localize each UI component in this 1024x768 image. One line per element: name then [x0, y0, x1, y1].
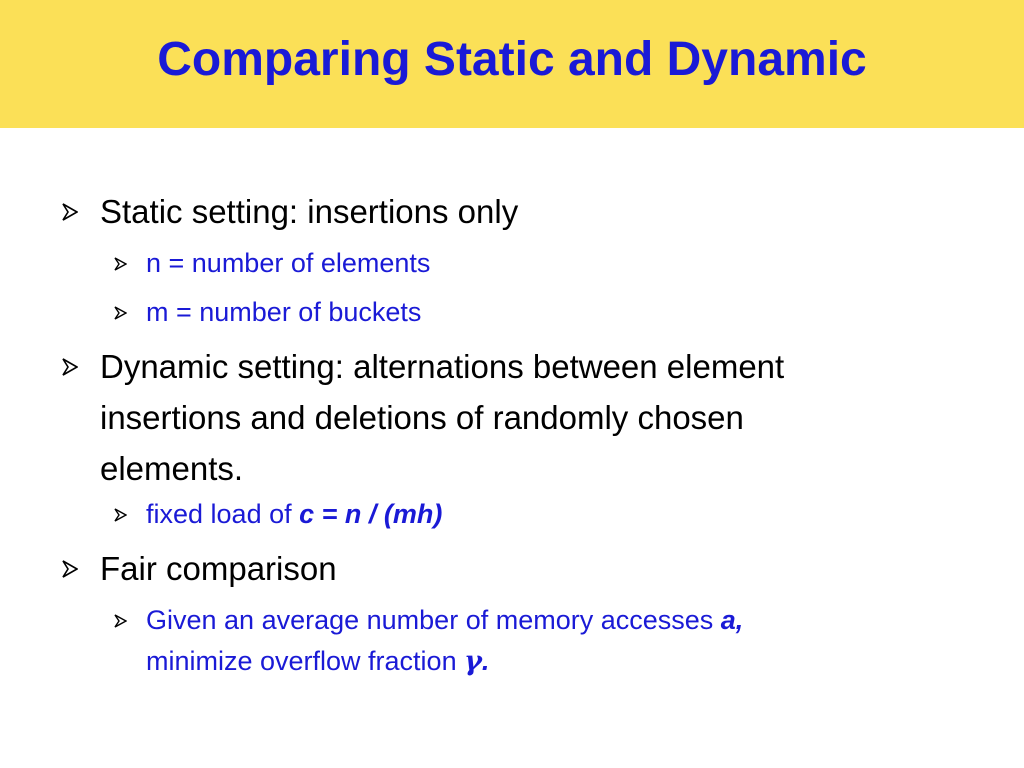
sub-bullet-load — [146, 494, 966, 535]
sub-bullet-n — [146, 243, 966, 284]
accesses-symbol: a, — [720, 605, 744, 635]
sub-bullet-text: m = number of buckets — [146, 297, 422, 327]
arrowhead-bullet-icon — [114, 257, 127, 271]
arrowhead-bullet-icon — [114, 614, 127, 628]
sub-bullet-line — [146, 641, 966, 682]
sub-bullet-text: Given an average number of memory accesses — [146, 605, 721, 635]
bullet-item-fair — [100, 543, 980, 594]
bullet-text-line: Dynamic setting: alternations between element — [100, 348, 785, 385]
arrowhead-bullet-icon — [114, 508, 127, 522]
bullet-item-static — [100, 186, 980, 237]
bullet-item-dynamic — [100, 341, 980, 494]
gamma-symbol: γ — [464, 646, 482, 677]
slide-title: Comparing Static and Dynamic — [157, 33, 867, 86]
arrowhead-bullet-icon — [114, 306, 127, 320]
arrowhead-bullet-icon — [62, 358, 78, 376]
sub-bullet-text: minimize overflow fraction — [146, 646, 465, 676]
bullet-text: Fair comparison — [100, 550, 337, 587]
title-bar — [0, 0, 1024, 128]
arrowhead-bullet-icon — [62, 203, 78, 221]
arrowhead-bullet-icon — [62, 560, 78, 578]
sub-bullet-text: fixed load of — [146, 499, 300, 529]
sub-bullet-given — [146, 600, 966, 682]
bullet-text-line: elements. — [100, 450, 244, 487]
period: . — [481, 646, 490, 676]
sub-bullet-m — [146, 292, 966, 333]
bullet-text: Static setting: insertions only — [100, 193, 519, 230]
sub-bullet-line — [146, 600, 966, 641]
bullet-text-line: insertions and deletions of randomly chosen — [100, 399, 744, 436]
load-formula: c = n / (mh) — [299, 499, 443, 529]
sub-bullet-text: n = number of elements — [146, 248, 431, 278]
